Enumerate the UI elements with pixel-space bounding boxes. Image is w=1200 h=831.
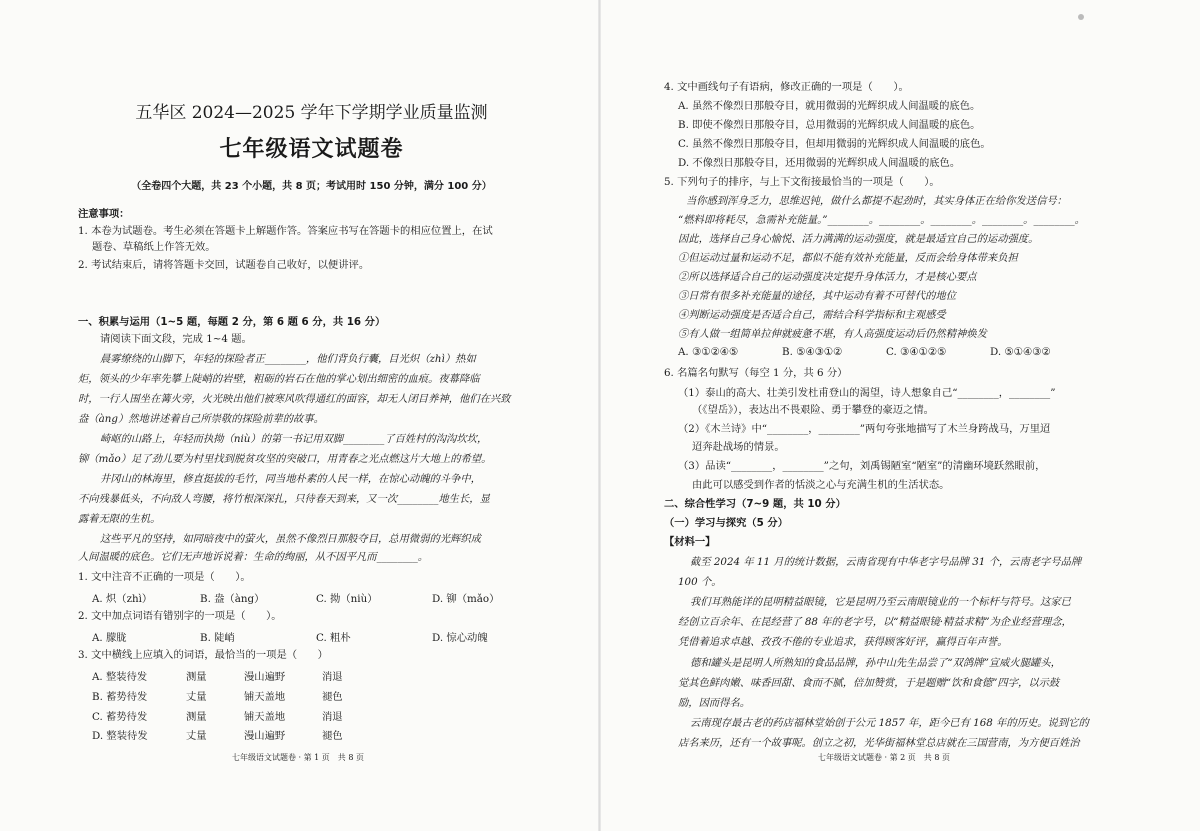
- question-5-option: B. ⑤④③①②: [782, 346, 843, 358]
- question-4-stem: 4. 文中画线句子有语病，修改正确的一项是（ ）。: [664, 81, 909, 93]
- notice-line: 2. 考试结束后，请将答题卡交回，试题卷自己收好，以便讲评。: [78, 259, 370, 271]
- question-4-option: B. 即使不像烈日那般夺目，总用微弱的光辉织成人间温暖的底色。: [678, 119, 981, 131]
- question-6-line: 迢奔赴战场的情景。: [692, 441, 785, 453]
- question-3-cell: B. 蓄势待发: [92, 691, 148, 703]
- question-2-option: C. 粗朴: [316, 632, 351, 644]
- exam-info: （全卷四个大题，共 23 个小题，共 8 页；考试用时 150 分钟，满分 100 分）: [131, 181, 492, 192]
- passage-line: 炬，领头的少年率先攀上陡峭的岩壁，粗砺的岩石在他的掌心划出细密的血痕。夜幕降临: [78, 373, 480, 385]
- question-3-cell: 丈量: [186, 691, 207, 703]
- question-3-cell: 丈量: [186, 730, 207, 742]
- question-5-line: ⑤有人做一组简单拉伸就疲惫不堪，有人高强度运动后仍然精神焕发: [678, 328, 987, 340]
- material-line: 德和罐头是昆明人所熟知的食品品牌，孙中山先生品尝了“双鸽牌”宣威火腿罐头，: [690, 657, 1061, 669]
- question-5-line: 因此，选择自己身心愉悦、活力满满的运动强度，就是最适宜自己的运动强度。: [678, 233, 1039, 245]
- question-3-cell: 铺天盖地: [244, 711, 286, 723]
- question-6-line: （2）《木兰诗》中“________，________”两句夸张地描写了木兰身跨战马，万里迢: [678, 423, 1051, 435]
- question-6-line: （1）泰山的高大、壮美引发杜甫登山的渴望，诗人想象自己“________，________”: [678, 387, 1056, 399]
- material-line: 店名来历，还有一个故事呢。创立之初，光华街福林堂总店就在三国营南，为方便百姓治: [678, 737, 1080, 749]
- question-3-cell: 消退: [322, 671, 343, 683]
- question-3-cell: 测量: [186, 711, 207, 723]
- question-3-cell: D. 整装待发: [92, 730, 148, 742]
- question-1-option: B. 盎（àng）: [200, 593, 265, 605]
- notice-title: 注意事项：: [78, 208, 130, 220]
- section-2-title: 二、综合性学习（7~9 题，共 10 分）: [664, 498, 846, 510]
- read-instruction: 请阅读下面文段，完成 1~4 题。: [100, 333, 252, 345]
- question-5-line: ③日常有很多补充能量的途径，其中运动有着不可替代的地位: [678, 290, 957, 302]
- material-line: 截至 2024 年 11 月的统计数据，云南省现有中华老字号品牌 31 个，云南老字号品牌: [690, 556, 1082, 568]
- question-6-line: （3）品读“________，________”之句，刘禹锡陋室“陋室”的清幽环境跃然眼前，: [678, 460, 1046, 472]
- question-3-cell: 漫山遍野: [244, 730, 286, 742]
- material-title: 【材料一】: [664, 536, 716, 548]
- section-1-title: 一、积累与运用（1~5 题，每题 2 分，第 6 题 6 分，共 16 分）: [78, 316, 386, 328]
- material-line: 觉其色鲜肉嫩、味香回甜、食而不腻，倍加赞赏，于是题赠“饮和食德”四字，以示鼓: [678, 677, 1060, 689]
- question-2-option: D. 惊心动魄: [432, 632, 488, 644]
- question-3-cell: C. 蓄势待发: [92, 711, 148, 723]
- question-4-option: D. 不像烈日那般夺目，还用微弱的光辉织成人间温暖的底色。: [678, 157, 961, 169]
- question-5-option: C. ③④①②⑤: [886, 346, 947, 358]
- question-2-option: A. 朦胧: [92, 632, 127, 644]
- question-4-option: C. 虽然不像烈日那般夺目，但却用微弱的光辉织成人间温暖的底色。: [678, 138, 991, 150]
- passage-line: 井冈山的林海里，修直挺拔的毛竹，同当地朴素的人民一样，在惊心动魄的斗争中，: [100, 473, 481, 485]
- material-line: 凭借着追求卓越、孜孜不倦的专业追求，获得顾客好评，赢得百年声誉。: [678, 636, 1008, 648]
- passage-line: 晨雾缭绕的山脚下，年轻的探险者正________，他们背负行囊，目光炽（zhì）热如: [100, 353, 476, 365]
- question-6-stem: 6. 名篇名句默写（每空 1 分，共 6 分）: [664, 367, 848, 379]
- question-1-option: D. 铆（mǎo）: [432, 593, 500, 605]
- question-3-cell: 褪色: [322, 691, 343, 703]
- notice-line: 1. 本卷为试题卷。考生必须在答题卡上解题作答。答案应书写在答题卡的相应位置上，在试: [78, 225, 493, 237]
- question-1-option: C. 拗（niù）: [316, 593, 378, 605]
- question-2-option: B. 陡峭: [200, 632, 235, 644]
- passage-line: 盎（àng）然地讲述着自己所崇敬的探险前辈的故事。: [78, 413, 324, 425]
- question-1-option: A. 炽（zhì）: [92, 593, 153, 605]
- question-5-line: ④判断运动强度是否适合自己，需结合科学指标和主观感受: [678, 309, 946, 321]
- question-5-option: D. ⑤①④③②: [990, 346, 1051, 358]
- passage-line: 时，一行人围坐在篝火旁，火光映出他们被寒风吹得通红的面容，却无人闭目养神，他们在兴致: [78, 393, 511, 405]
- subsection-title: （一）学习与探究（5 分）: [664, 517, 789, 529]
- material-line: 云南现存最古老的药店福林堂始创于公元 1857 年，距今已有 168 年的历史。说到它的: [690, 717, 1089, 729]
- question-5-option: A. ③①②④⑤: [678, 346, 739, 358]
- exam-title: 五华区 2024—2025 学年下学期学业质量监测: [135, 103, 488, 123]
- punch-hole: [1078, 14, 1084, 20]
- question-5-line: ①但运动过量和运动不足，都似不能有效补充能量，反而会给身体带来负担: [678, 252, 1018, 264]
- page-footer: 七年级语文试题卷 · 第 1 页 共 8 页: [232, 753, 364, 762]
- material-line: 励，因而得名。: [678, 697, 751, 709]
- notice-line: 题卷、草稿纸上作答无效。: [92, 241, 216, 253]
- question-3-cell: A. 整装待发: [92, 671, 148, 683]
- question-5-stem: 5. 下列句子的排序，与上下文衔接最恰当的一项是（ ）。: [664, 176, 940, 188]
- question-3-cell: 消退: [322, 711, 343, 723]
- question-6-line: （《望岳》），表达出不畏艰险、勇于攀登的豪迈之情。: [692, 404, 934, 416]
- question-3-stem: 3. 文中横线上应填入的词语，最恰当的一项是（ ）: [78, 649, 328, 661]
- question-4-option: A. 虽然不像烈日那般夺目，就用微弱的光辉织成人间温暖的底色。: [678, 100, 981, 112]
- material-line: 我们耳熟能详的昆明精益眼镜，它是昆明乃至云南眼镜业的一个标杆与符号。这家已: [690, 596, 1071, 608]
- question-2-stem: 2. 文中加点词语有错别字的一项是（ ）。: [78, 610, 282, 622]
- passage-line: 人间温暖的底色。它们无声地诉说着：生命的绚丽，从不因平凡而________。: [78, 551, 429, 563]
- question-6-line: 由此可以感受到作者的恬淡之心与充满生机的生活状态。: [692, 479, 950, 491]
- question-3-cell: 漫山遍野: [244, 671, 286, 683]
- page-footer: 七年级语文试题卷 · 第 2 页 共 8 页: [818, 753, 950, 762]
- passage-line: 不向残暴低头，不向敌人弯腰，将竹根深深扎，只待春天到来，又一次________地生长，显: [78, 493, 490, 505]
- passage-line: 崎岖的山路上，年轻而执拗（niù）的第一书记用双脚________了百姓村的沟沟坎坎，: [100, 433, 488, 445]
- question-3-cell: 测量: [186, 671, 207, 683]
- material-line: 经创立百余年、在昆经营了 88 年的老字号，以“精益眼镜·精益求精”为企业经营理念，: [678, 616, 1072, 628]
- question-1-stem: 1. 文中注音不正确的一项是（ ）。: [78, 571, 251, 583]
- question-5-line: 当你感到浑身乏力，思维迟钝，做什么都提不起劲时，其实身体正在给你发送信号：: [686, 195, 1067, 207]
- question-5-line: ②所以选择适合自己的运动强度决定提升身体活力，才是核心要点: [678, 271, 977, 283]
- page-fold: [598, 0, 601, 831]
- passage-line: 铆（mǎo）足了劲儿要为村里找到脱贫攻坚的突破口，用青春之光点燃这片大地上的希望。: [78, 453, 492, 465]
- passage-line: 这些平凡的坚持，如同暗夜中的萤火，虽然不像烈日那般夺目，总用微弱的光辉织成: [100, 533, 481, 545]
- question-3-cell: 褪色: [322, 730, 343, 742]
- question-3-cell: 铺天盖地: [244, 691, 286, 703]
- passage-line: 露着无限的生机。: [78, 513, 161, 525]
- question-5-line: “燃料即将耗尽，急需补充能量。”________。________。________。________。________。: [678, 214, 1085, 226]
- material-line: 100 个。: [678, 576, 722, 588]
- paper-title: 七年级语文试题卷: [219, 137, 404, 162]
